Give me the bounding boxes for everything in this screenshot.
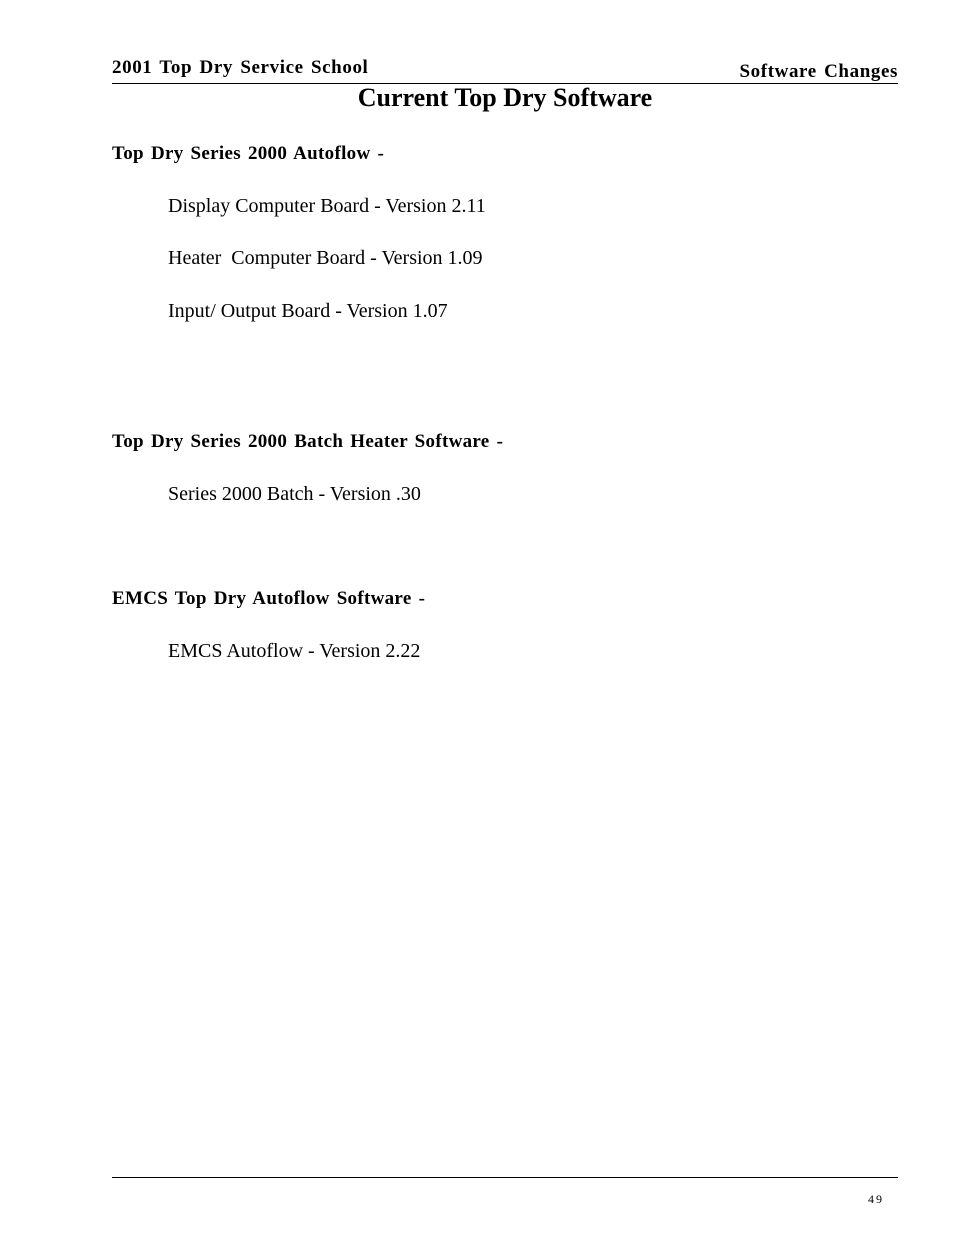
header-section-title: Software Changes [739, 61, 898, 82]
page-title: Current Top Dry Software [357, 83, 653, 112]
page-number: 49 [868, 1192, 884, 1206]
section-heading-batch-heater: Top Dry Series 2000 Batch Heater Software - [112, 431, 504, 452]
section-heading-autoflow: Top Dry Series 2000 Autoflow - [112, 143, 385, 164]
list-item: Display Computer Board - Version 2.11 [168, 195, 486, 217]
list-item: EMCS Autoflow - Version 2.22 [168, 640, 421, 662]
header-school-title: 2001 Top Dry Service School [112, 57, 369, 78]
section-heading-emcs: EMCS Top Dry Autoflow Software - [112, 588, 426, 609]
list-item: Series 2000 Batch - Version .30 [168, 483, 421, 505]
list-item: Heater Computer Board - Version 1.09 [168, 247, 483, 269]
footer-divider [112, 1177, 898, 1178]
list-item: Input/ Output Board - Version 1.07 [168, 300, 448, 322]
